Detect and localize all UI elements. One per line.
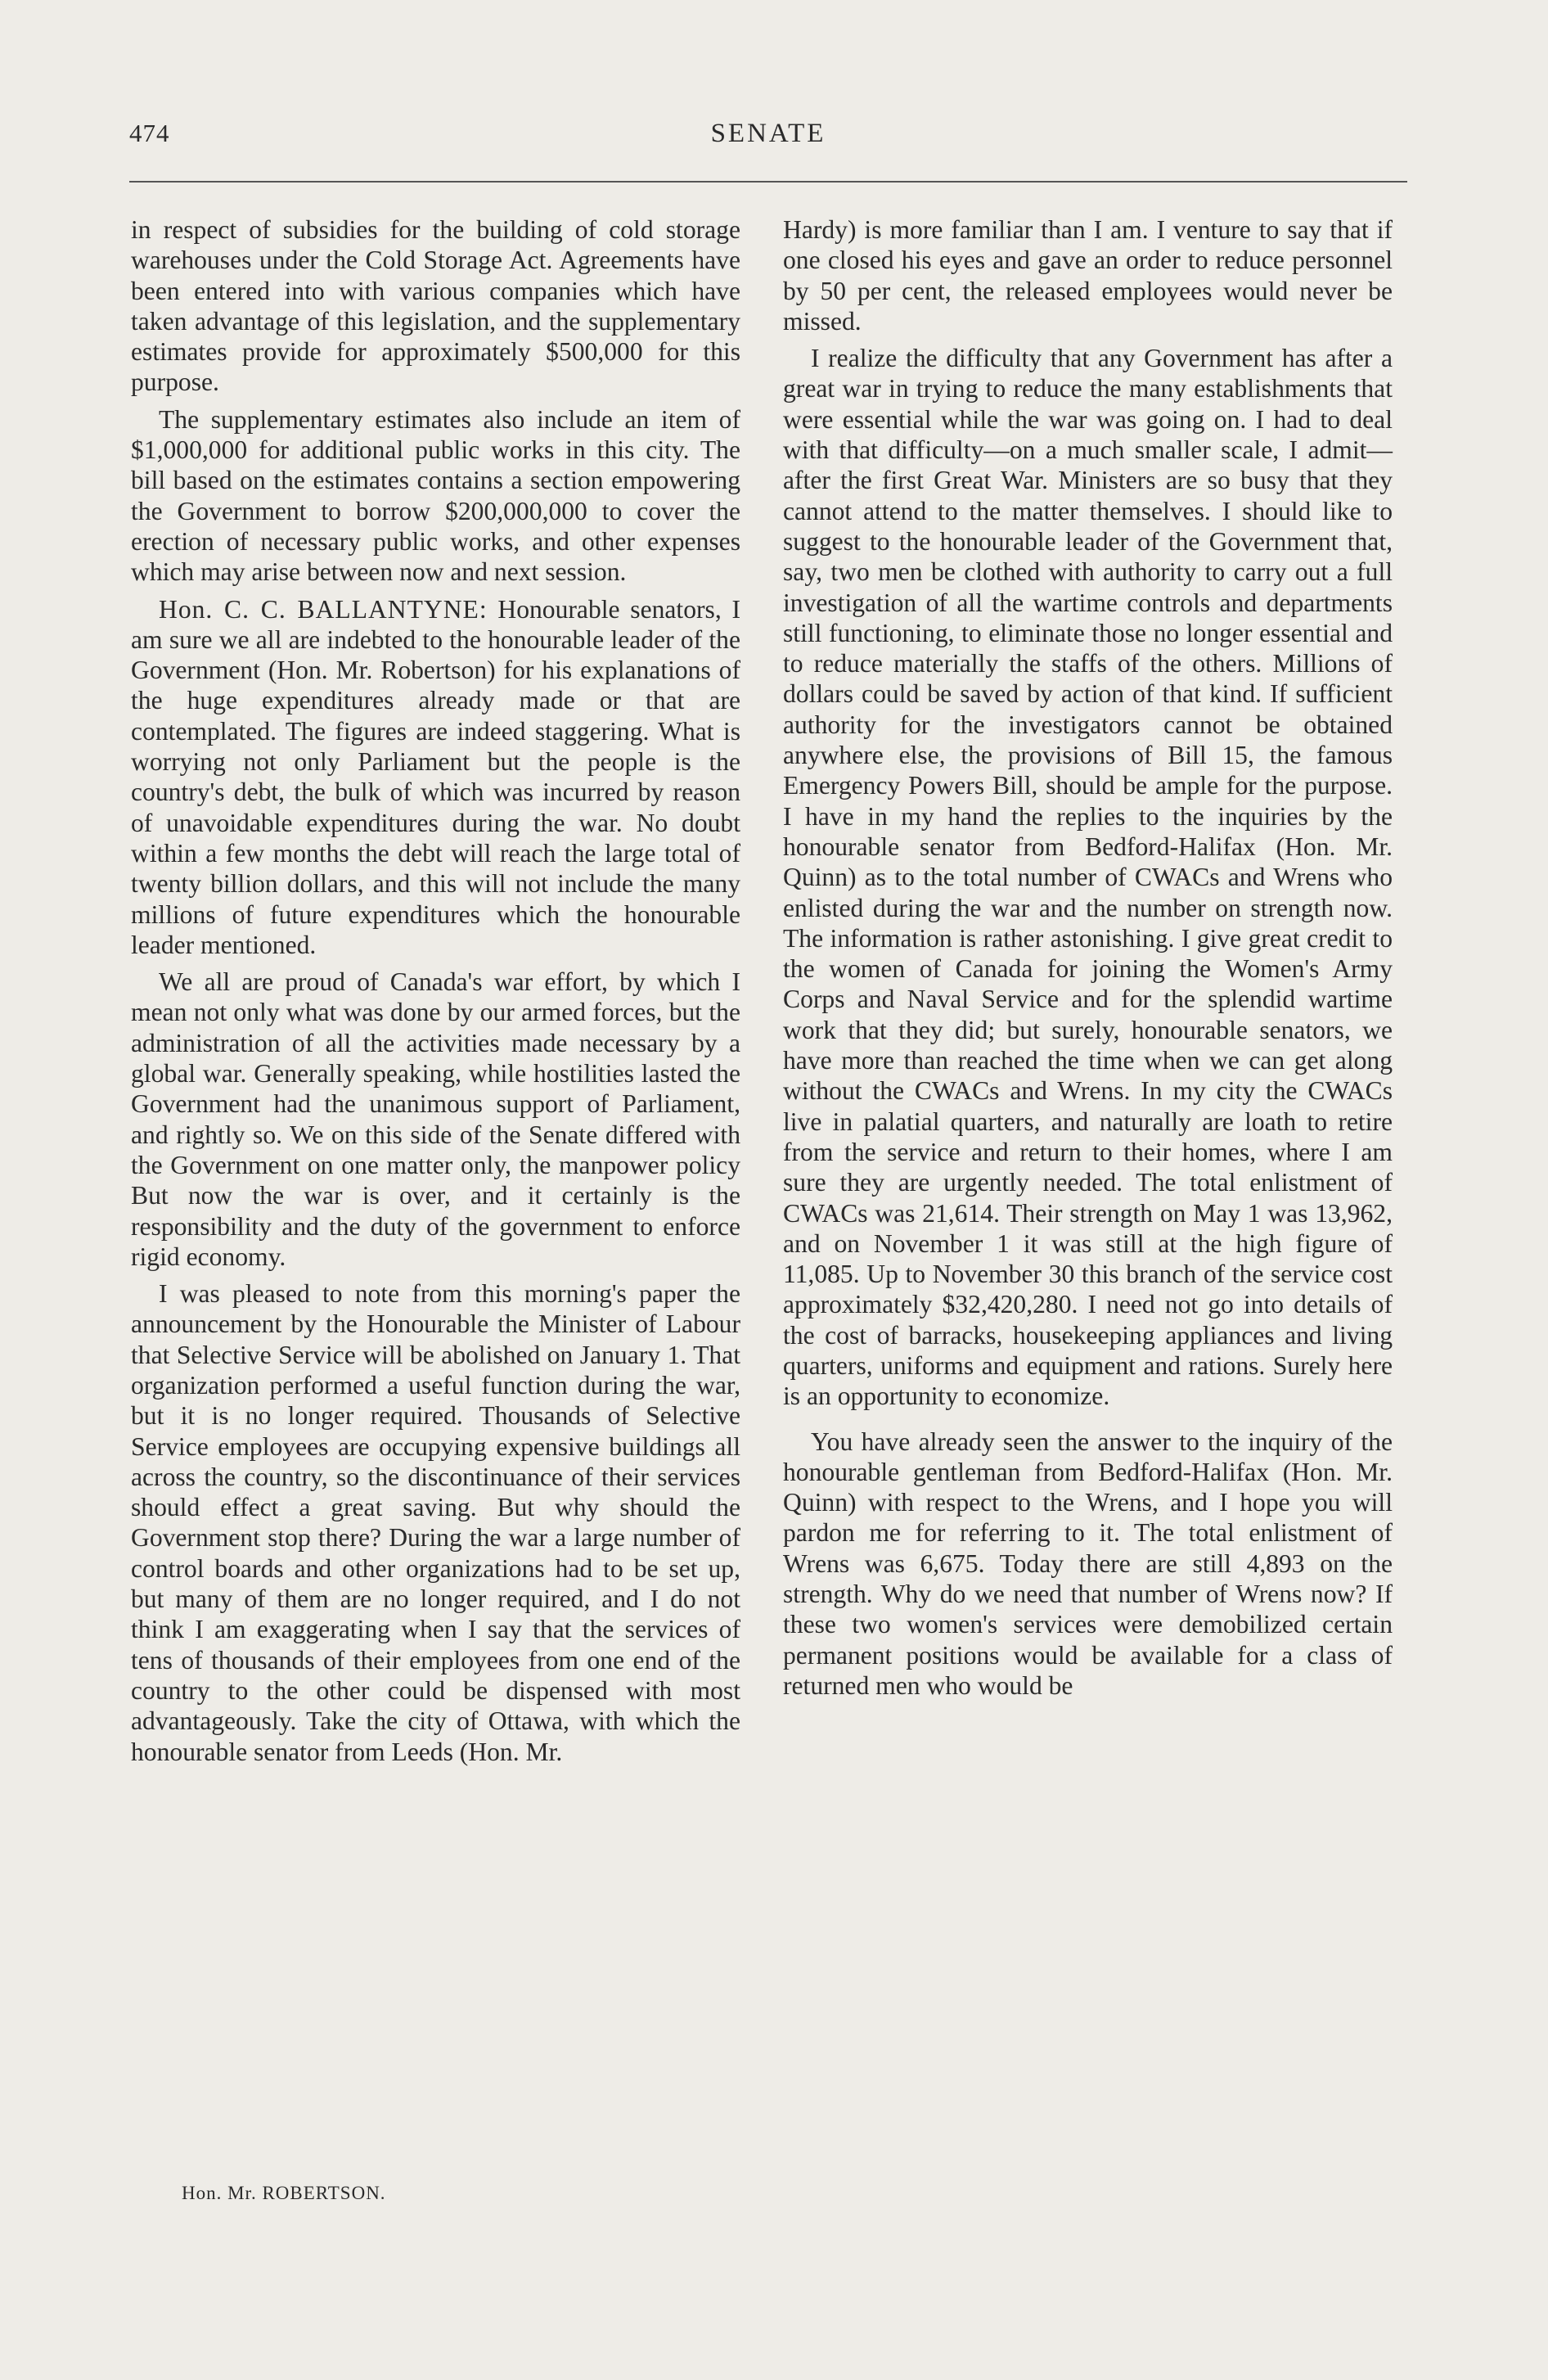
paragraph — [131, 594, 740, 961]
paragraph: in respect of subsidies for the building of cold storage warehouses under the Cold Storage Act. Agreements have been entered into with various companies which have taken advantage of this legislation, and the supplementary estimates provide for approximately $500,000 for this purpose. — [131, 215, 740, 397]
running-head: SENATE — [710, 119, 826, 148]
footer-label: Hon. Mr. ROBERTSON. — [182, 2183, 386, 2203]
left-column — [131, 214, 740, 1767]
paragraph-text: Honourable senators, I am sure we all are indebted to the honourable leader of the Government (Hon. Mr. Robertson) for his explanations of the huge expenditures already made or that are contemplated. The figures are indeed staggering. What is worrying not only Parliament but the people is the country's debt, the bulk of which was incurred by reason of unavoidable expenditures during the war. No doubt within a few months the debt will reach the large total of twenty billion dollars, and this will not include the many millions of future expenditures which the honourable leader mentioned. — [131, 594, 740, 959]
page-number: 474 — [129, 119, 170, 147]
paragraph: I realize the difficulty that any Government has after a great war in trying to reduce the many establishments that were essential while the war was going on. I had to deal with that difficulty—on a much smaller scale, I admit—after the first Great War. Ministers are so busy that they cannot attend to the matter themselves. I should like to suggest to the honourable leader of the Government that, say, two men be clothed with authority to carry out a full investigation of all the wartime controls and departments still functioning, to eliminate those no longer essential and to reduce materially the staffs of the others. Millions of dollars could be saved by action of that kind. If sufficient authority for the investigators cannot be obtained anywhere else, the provisions of Bill 15, the famous Emergency Powers Bill, should be ample for the purpose. I have in my hand the replies to the inquiries by the honourable senator from Bedford-Halifax (Hon. Mr. Quinn) as to the total number of CWACs and Wrens who enlisted during the war and the number on strength now. The information is rather astonishing. I give great credit to the women of Canada for joining the Women's Army Corps and Naval Service and for the splendid wartime work that they did; but surely, honourable senators, we have more than reached the time when we can get along without the CWACs and Wrens. In my city the CWACs live in palatial quarters, and naturally are loath to retire from the service and return to their homes, where I am sure they are urgently needed. The total enlistment of CWACs was 21,614. Their strength on May 1 was 13,962, and on November 1 it was still at the high figure of 11,085. Up to November 30 this branch of the service cost approximately $32,420,280. I need not go into details of the cost of barracks, housekeeping appliances and living quarters, uniforms and equipment and rations. Surely here is an opportunity to economize. — [783, 344, 1393, 1411]
page-header — [129, 119, 1407, 160]
paragraph: The supplementary estimates also include an item of $1,000,000 for additional public works in this city. The bill based on the estimates contains a section empowering the Government to borrow $200,000,000 to cover the erection of necessary public works, and other expenses which may arise between now and next session. — [131, 404, 740, 587]
paragraph: Hardy) is more familiar than I am. I venture to say that if one closed his eyes and gave an order to reduce personnel by 50 per cent, the released employees would never be missed. — [783, 215, 1393, 336]
paragraph: We all are proud of Canada's war effort, by which I mean not only what was done by our armed forces, but the administration of all the activities made necessary by a global war. Generally speaking, while hostilities lasted the Government had the unanimous support of Parliament, and rightly so. We on this side of the Senate differed with the Government on one matter only, the manpower policy But now the war is over, and it certainly is the responsibility and the duty of the government to enforce rigid economy. — [131, 967, 740, 1271]
right-column — [783, 214, 1393, 1701]
paragraph: You have already seen the answer to the inquiry of the honourable gentleman from Bedford-Halifax (Hon. Mr. Quinn) with respect to the Wrens, and I hope you will pardon me for referring to it. The total enlistment of Wrens was 6,675. Today there are still 4,893 on the strength. Why do we need that number of Wrens now? If these two women's services were demobilized certain permanent positions would be available for a class of returned men who would be — [783, 1427, 1393, 1700]
speaker-name: Hon. C. C. BALLANTYNE: — [159, 594, 488, 624]
header-rule — [129, 181, 1407, 183]
paragraph: I was pleased to note from this morning's paper the announcement by the Honourable the Minister of Labour that Selective Service will be abolished on January 1. That organization performed a useful function during the war, but it is no longer required. Thousands of Selective Service employees are occupying expensive buildings all across the country, so the discontinuance of their services should effect a great saving. But why should the Government stop there? During the war a large number of control boards and other organizations had to be set up, but many of them are no longer required, and I do not think I am exaggerating when I say that the services of tens of thousands of their employees from one end of the country to the other could be dispensed with most advantageously. Take the city of Ottawa, with which the honourable senator from Leeds (Hon. Mr. — [131, 1279, 740, 1766]
